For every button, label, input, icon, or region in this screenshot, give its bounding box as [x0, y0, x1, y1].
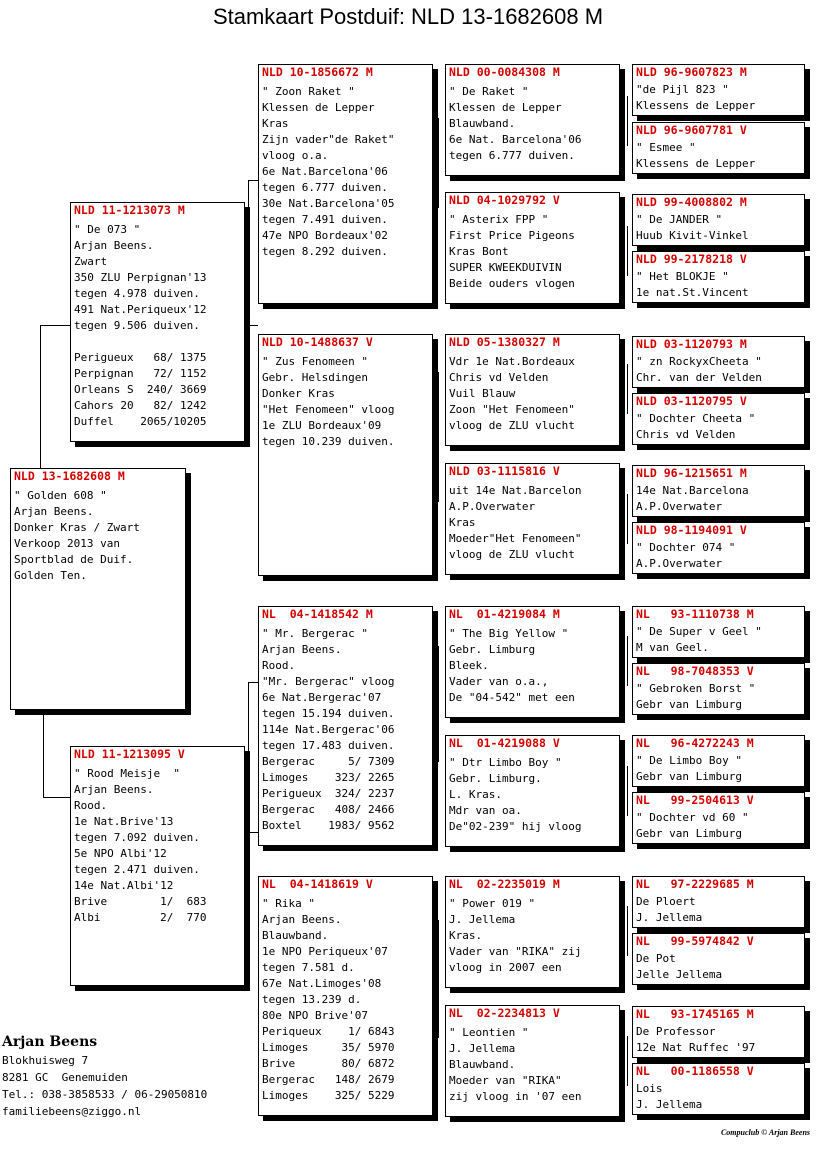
card-line: J. Jellema: [636, 911, 703, 924]
connector-line: [40, 325, 70, 326]
card-line: 12e Nat Ruffec '97: [636, 1041, 756, 1054]
ring-number: NLD 03-1120793 M: [636, 337, 747, 351]
card-line: 1e NPO Periqueux'07: [262, 945, 388, 958]
card-line: Chris vd Velden: [636, 428, 736, 441]
card-line: " Dochter vd 60 ": [636, 811, 749, 824]
card-line: " Dochter Cheeta ": [636, 412, 756, 425]
card-line: tegen 6.777 duiven.: [262, 181, 388, 194]
card-line: Arjan Beens.: [14, 505, 94, 518]
card-line: Zijn vader"de Raket": [262, 133, 395, 146]
card-body: [71, 218, 244, 430]
card-line: tegen 9.506 duiven.: [74, 319, 200, 332]
card-line: De Professor: [636, 1025, 716, 1038]
card-line: " Power 019 ": [449, 897, 536, 910]
card-line: Donker Kras / Zwart: [14, 521, 140, 534]
card-line: De"02-239" hij vloog: [449, 820, 582, 833]
card-line: Kras Bont: [449, 245, 509, 258]
pigeon-card-ancestor[interactable]: [632, 122, 805, 174]
card-line: Moeder"Het Fenomeen": [449, 532, 582, 545]
card-line: 47e NPO Bordeaux'02: [262, 229, 388, 242]
ring-number: NLD 13-1682608 M: [14, 469, 125, 483]
card-body: [633, 1079, 804, 1113]
card-line: " Leontien ": [449, 1026, 529, 1039]
card-line: Kras.: [449, 929, 483, 942]
card-body: [259, 80, 432, 260]
card-line: L. Kras.: [449, 788, 502, 801]
card-line: zij vloog in '07 een: [449, 1090, 582, 1103]
card-body: [259, 350, 432, 450]
ring-number: NL 96-4272243 M: [636, 736, 754, 750]
card-line: 6e Nat. Barcelona'06: [449, 133, 582, 146]
card-body: [633, 352, 804, 386]
card-line: De "04-542" met een: [449, 691, 575, 704]
card-line: Verkoop 2013 van: [14, 537, 120, 550]
ring-number: NLD 98-1194091 V: [636, 523, 747, 537]
pigeon-card-ancestor[interactable]: [632, 336, 805, 388]
card-line: "Het Fenomeen" vloog: [262, 403, 395, 416]
card-body: [633, 481, 804, 515]
connector-line: [627, 96, 628, 146]
ring-number: NL 97-2229685 M: [636, 877, 754, 891]
card-body: [259, 892, 432, 1104]
card-line: 1e ZLU Bordeaux'09: [262, 419, 382, 432]
card-line: Boxtel 1983/ 9562: [262, 819, 395, 832]
card-body: [633, 622, 804, 656]
card-line: J. Jellema: [449, 913, 516, 926]
owner-name: Arjan Beens: [2, 1034, 98, 1050]
card-line: Mdr van oa.: [449, 804, 522, 817]
pigeon-card-grandparent[interactable]: [258, 64, 433, 304]
ring-number: NLD 11-1213095 V: [74, 747, 185, 761]
card-line: Klessen de Lepper: [262, 101, 375, 114]
pigeon-card-ancestor[interactable]: [632, 1063, 805, 1115]
card-line: tegen 10.239 duiven.: [262, 435, 395, 448]
card-body: [446, 892, 619, 976]
card-line: 14e Nat.Barcelona: [636, 484, 749, 497]
card-line: " Esmee ": [636, 141, 696, 154]
card-line: Kras: [449, 516, 476, 529]
connector-line: [627, 494, 628, 544]
connector-line: [627, 364, 628, 414]
card-body: [446, 622, 619, 706]
card-body: [633, 138, 804, 172]
card-body: [71, 762, 244, 926]
ring-number: NLD 10-1488637 V: [262, 335, 373, 349]
owner-contact: [2, 1032, 207, 1120]
card-body: [633, 210, 804, 244]
card-line: Vdr 1e Nat.Bordeaux: [449, 355, 575, 368]
card-line: Jelle Jellema: [636, 968, 723, 981]
card-line: De Pot: [636, 952, 676, 965]
pigeon-card-ancestor[interactable]: [632, 64, 805, 116]
card-line: Gebr. Limburg: [449, 643, 536, 656]
card-line: " De Raket ": [449, 85, 529, 98]
card-line: vloog de ZLU vlucht: [449, 419, 575, 432]
card-line: De Ploert: [636, 895, 696, 908]
card-line: Moeder van "RIKA": [449, 1074, 562, 1087]
card-line: uit 14e Nat.Barcelon: [449, 484, 582, 497]
pigeon-card-subject[interactable]: [10, 468, 186, 710]
ring-number: NL 02-2235019 M: [449, 877, 560, 891]
card-line: A.P.Overwater: [636, 557, 723, 570]
card-body: [633, 808, 804, 842]
card-line: Blauwband.: [449, 117, 516, 130]
connector-line: [627, 906, 628, 956]
card-line: 350 ZLU Perpignan'13: [74, 271, 207, 284]
pigeon-card-ancestor[interactable]: [632, 606, 805, 658]
card-line: Bergerac 5/ 7309: [262, 755, 395, 768]
card-body: [259, 622, 432, 834]
card-line: Vuil Blauw: [449, 387, 516, 400]
ring-number: NL 99-5974842 V: [636, 934, 754, 948]
ring-number: NLD 96-1215651 M: [636, 466, 747, 480]
card-line: Arjan Beens.: [262, 643, 342, 656]
connector-line: [40, 325, 41, 470]
ring-number: NL 01-4219084 M: [449, 607, 560, 621]
card-line: tegen 7.491 duiven.: [262, 213, 388, 226]
ring-number: NL 00-1186558 V: [636, 1064, 754, 1078]
card-line: Klessen de Lepper: [449, 101, 562, 114]
pigeon-card-ancestor[interactable]: [632, 194, 805, 246]
pigeon-card-ancestor[interactable]: [632, 465, 805, 517]
card-line: vloog in 2007 een: [449, 961, 562, 974]
connector-line: [248, 180, 258, 181]
pigeon-card-grandparent[interactable]: [258, 606, 433, 846]
card-line: J. Jellema: [636, 1098, 703, 1111]
card-body: [446, 479, 619, 563]
card-line: 5e NPO Albi'12: [74, 847, 167, 860]
ring-number: NLD 11-1213073 M: [74, 203, 185, 217]
pigeon-card-ancestor[interactable]: [632, 663, 805, 715]
owner-email[interactable]: familiebeens@ziggo.nl: [2, 1105, 142, 1118]
card-line: A.P.Overwater: [449, 500, 536, 513]
ring-number: NL 02-2234813 V: [449, 1006, 560, 1020]
card-line: tegen 6.777 duiven.: [449, 149, 575, 162]
ring-number: NL 04-1418619 V: [262, 877, 373, 891]
card-line: Duffel 2065/10205: [74, 415, 207, 428]
card-body: [11, 484, 185, 584]
card-line: Gebr van Limburg: [636, 770, 742, 783]
card-line: M van Geel.: [636, 641, 709, 654]
ring-number: NLD 96-9607781 V: [636, 123, 747, 137]
connector-line: [248, 682, 249, 832]
card-line: Zwart: [74, 255, 108, 268]
card-line: " zn RockyxCheeta ": [636, 355, 762, 368]
pigeon-card-great-grandparent[interactable]: [445, 735, 620, 847]
connector-line: [248, 325, 258, 326]
card-line: Zoon "Het Fenomeen": [449, 403, 575, 416]
card-body: [633, 538, 804, 572]
ring-number: NL 99-2504613 V: [636, 793, 754, 807]
pigeon-card-father[interactable]: [70, 202, 245, 442]
card-line: Perigueux 324/ 2237: [262, 787, 395, 800]
card-line: Arjan Beens.: [74, 239, 154, 252]
card-body: [633, 267, 804, 301]
ring-number: NLD 10-1856672 M: [262, 65, 373, 79]
card-line: Limoges 323/ 2265: [262, 771, 395, 784]
connector-line: [438, 920, 439, 1038]
pigeon-card-grandparent[interactable]: [258, 334, 433, 576]
card-line: " Gebroken Borst ": [636, 682, 756, 695]
card-spacer: [74, 334, 241, 350]
pigeon-card-great-grandparent[interactable]: [445, 1005, 620, 1117]
ring-number: NL 01-4219088 V: [449, 736, 560, 750]
card-body: [633, 679, 804, 713]
card-line: Donker Kras: [262, 387, 335, 400]
card-line: tegen 7.092 duiven.: [74, 831, 200, 844]
card-line: Chr. van der Velden: [636, 371, 762, 384]
pigeon-card-great-grandparent[interactable]: [445, 463, 620, 575]
pigeon-card-ancestor[interactable]: [632, 792, 805, 844]
pigeon-card-ancestor[interactable]: [632, 876, 805, 928]
card-line: Limoges 325/ 5229: [262, 1089, 395, 1102]
card-line: Lois: [636, 1082, 663, 1095]
card-line: " The Big Yellow ": [449, 627, 569, 640]
card-line: " Rood Meisje ": [74, 767, 180, 780]
pigeon-card-great-grandparent[interactable]: [445, 334, 620, 446]
card-line: SUPER KWEEKDUIVIN: [449, 261, 562, 274]
pigeon-card-ancestor[interactable]: [632, 1006, 805, 1058]
connector-line: [43, 797, 70, 798]
card-line: " Asterix FPP ": [449, 213, 549, 226]
card-line: tegen 17.483 duiven.: [262, 739, 395, 752]
card-line: First Price Pigeons: [449, 229, 575, 242]
card-line: " Het BLOKJE ": [636, 270, 729, 283]
card-line: " Mr. Bergerac ": [262, 627, 368, 640]
card-line: Perigueux 68/ 1375: [74, 351, 207, 364]
page-title: Stamkaart Postduif: NLD 13-1682608 M: [212, 4, 604, 29]
card-line: Arjan Beens.: [262, 913, 342, 926]
card-line: Klessens de Lepper: [636, 99, 756, 112]
card-line: " De Limbo Boy ": [636, 754, 742, 767]
card-line: Beide ouders vlogen: [449, 277, 575, 290]
ring-number: NLD 04-1029792 V: [449, 193, 560, 207]
card-line: Sportblad de Duif.: [14, 553, 134, 566]
card-line: "de Pijl 823 ": [636, 83, 729, 96]
card-body: [446, 208, 619, 292]
card-line: tegen 15.194 duiven.: [262, 707, 395, 720]
connector-line: [248, 832, 258, 833]
card-line: Blauwband.: [262, 929, 329, 942]
card-line: Periqueux 1/ 6843: [262, 1025, 395, 1038]
ring-number: NL 93-1110738 M: [636, 607, 754, 621]
card-line: 30e Nat.Barcelona'05: [262, 197, 395, 210]
ring-number: NLD 00-0084308 M: [449, 65, 560, 79]
card-body: [446, 751, 619, 835]
card-line: 6e Nat.Barcelona'06: [262, 165, 388, 178]
card-line: " Dtr Limbo Boy ": [449, 756, 562, 769]
card-line: Cahors 20 82/ 1242: [74, 399, 207, 412]
pigeon-card-ancestor[interactable]: [632, 522, 805, 574]
card-body: [446, 350, 619, 434]
card-line: Chris vd Velden: [449, 371, 549, 384]
card-line: J. Jellema: [449, 1042, 516, 1055]
card-line: Limoges 35/ 5970: [262, 1041, 395, 1054]
card-line: A.P.Overwater: [636, 500, 723, 513]
card-line: " Zoon Raket ": [262, 85, 355, 98]
card-line: Vader van o.a.,: [449, 675, 549, 688]
ring-number: NLD 99-4008802 M: [636, 195, 747, 209]
card-line: Arjan Beens.: [74, 783, 154, 796]
card-line: Orleans S 240/ 3669: [74, 383, 207, 396]
card-line: 14e Nat.Albi'12: [74, 879, 174, 892]
card-body: [633, 892, 804, 926]
card-body: [633, 80, 804, 114]
card-line: Gebr. Limburg.: [449, 772, 542, 785]
card-line: vloog o.a.: [262, 149, 329, 162]
card-line: "Mr. Bergerac" vloog: [262, 675, 395, 688]
connector-line: [43, 710, 44, 797]
card-body: [633, 751, 804, 785]
ring-number: NLD 03-1120795 V: [636, 394, 747, 408]
connector-line: [627, 1036, 628, 1086]
card-line: " De Super v Geel ": [636, 625, 762, 638]
card-line: Kras: [262, 117, 289, 130]
pigeon-card-great-grandparent[interactable]: [445, 876, 620, 988]
card-body: [446, 80, 619, 164]
pigeon-card-ancestor[interactable]: [632, 735, 805, 787]
pigeon-card-grandparent[interactable]: [258, 876, 433, 1116]
card-line: 114e Nat.Bergerac'06: [262, 723, 395, 736]
card-line: " De JANDER ": [636, 213, 723, 226]
card-line: Rood.: [74, 799, 108, 812]
card-line: tegen 2.471 duiven.: [74, 863, 200, 876]
card-line: " Golden 608 ": [14, 489, 107, 502]
ring-number: NL 98-7048353 V: [636, 664, 754, 678]
card-line: Bergerac 408/ 2466: [262, 803, 395, 816]
connector-line: [248, 180, 249, 325]
card-line: 6e Nat.Bergerac'07: [262, 691, 382, 704]
card-line: Gebr. Helsdingen: [262, 371, 368, 384]
card-line: Rood.: [262, 659, 296, 672]
card-line: Bleek.: [449, 659, 489, 672]
card-line: " Dochter 074 ": [636, 541, 736, 554]
card-line: Golden Ten.: [14, 569, 87, 582]
card-line: Albi 2/ 770: [74, 911, 207, 924]
ring-number: NLD 03-1115816 V: [449, 464, 560, 478]
connector-line: [248, 682, 258, 683]
owner-phone: Tel.: 038-3858533 / 06-29050810: [2, 1088, 208, 1101]
card-line: Gebr van Limburg: [636, 827, 742, 840]
card-line: 1e nat.St.Vincent: [636, 286, 749, 299]
pigeon-card-ancestor[interactable]: [632, 933, 805, 985]
card-line: tegen 4.978 duiven.: [74, 287, 200, 300]
card-line: 1e Nat.Brive'13: [74, 815, 174, 828]
ring-number: NLD 99-2178218 V: [636, 252, 747, 266]
pigeon-card-ancestor[interactable]: [632, 251, 805, 303]
ring-number: NLD 96-9607823 M: [636, 65, 747, 79]
card-line: Blauwband.: [449, 1058, 516, 1071]
card-line: " Zus Fenomeen ": [262, 355, 368, 368]
ring-number: NL 04-1418542 M: [262, 607, 373, 621]
card-line: Gebr van Limburg: [636, 698, 742, 711]
pigeon-card-great-grandparent[interactable]: [445, 606, 620, 718]
card-body: [633, 949, 804, 983]
pigeon-card-ancestor[interactable]: [632, 393, 805, 445]
card-line: Brive 80/ 6872: [262, 1057, 395, 1070]
ring-number: NLD 05-1380327 M: [449, 335, 560, 349]
card-line: 491 Nat.Periqueux'12: [74, 303, 207, 316]
connector-line: [438, 646, 439, 762]
pigeon-card-great-grandparent[interactable]: [445, 64, 620, 176]
owner-address: Blokhuisweg 7: [2, 1054, 89, 1067]
card-body: [633, 409, 804, 443]
connector-line: [627, 636, 628, 686]
card-line: Vader van "RIKA" zij: [449, 945, 582, 958]
card-line: 80e NPO Brive'07: [262, 1009, 368, 1022]
card-line: 67e Nat.Limoges'08: [262, 977, 382, 990]
card-line: Klessens de Lepper: [636, 157, 756, 170]
card-line: Bergerac 148/ 2679: [262, 1073, 395, 1086]
card-line: tegen 13.239 d.: [262, 993, 362, 1006]
card-line: tegen 7.581 d.: [262, 961, 355, 974]
pigeon-card-mother[interactable]: [70, 746, 245, 986]
card-line: " De 073 ": [74, 223, 141, 236]
owner-postal: 8281 GC Genemuiden: [2, 1071, 128, 1084]
card-line: Brive 1/ 683: [74, 895, 207, 908]
card-line: tegen 8.292 duiven.: [262, 245, 388, 258]
connector-line: [438, 372, 439, 502]
card-line: " Rika ": [262, 897, 315, 910]
pigeon-card-great-grandparent[interactable]: [445, 192, 620, 304]
card-line: Perpignan 72/ 1152: [74, 367, 207, 380]
connector-line: [627, 766, 628, 816]
card-line: vloog de ZLU vlucht: [449, 548, 575, 561]
connector-line: [627, 226, 628, 276]
card-body: [446, 1021, 619, 1105]
card-body: [633, 1022, 804, 1056]
connector-line: [438, 118, 439, 208]
footer-credit: Compuclub © Arjan Beens: [720, 1128, 810, 1137]
card-line: Huub Kivit-Vinkel: [636, 229, 749, 242]
ring-number: NL 93-1745165 M: [636, 1007, 754, 1021]
